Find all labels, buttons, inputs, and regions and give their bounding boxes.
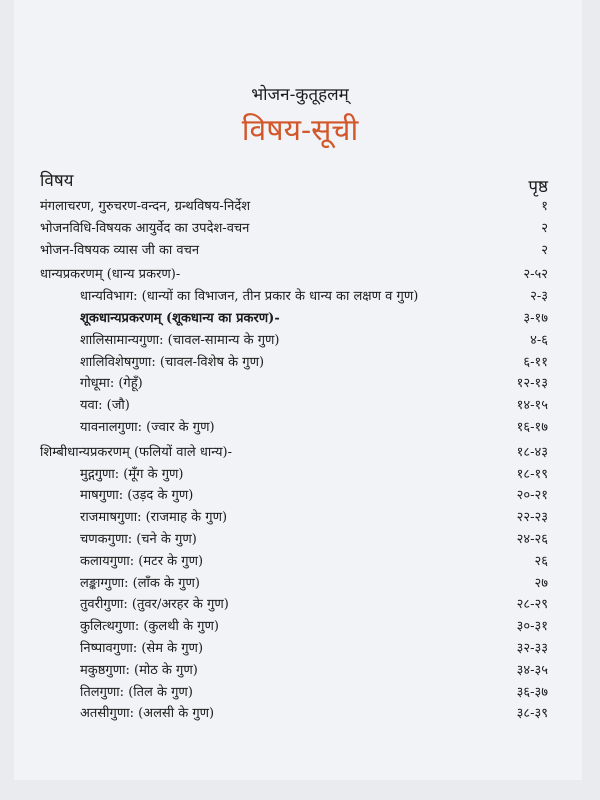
toc-entry-page: ३६-३७ [516,684,548,700]
contents-list [40,196,548,725]
book-title: भोजन-कुतूहलम् [251,85,349,105]
toc-entry [40,594,548,616]
toc-entry [40,529,548,551]
toc-entry-page: २२-२३ [516,510,548,526]
toc-entry-label: चणकगुणा: (चने के गुण) [80,531,197,547]
toc-entry-label: कलायगुणा: (मटर के गुण) [80,553,204,569]
toc-entry-label: लङ्काग्गुणा: (लाँक के गुण) [80,575,200,591]
page-column-header: पृष्ठ [528,177,548,197]
toc-entry-label: धान्यप्रकरणम् (धान्य प्रकरण)- [40,267,181,283]
topic-column-header: विषय [40,171,74,191]
toc-entry [40,395,548,417]
toc-entry-page: २८-२९ [516,597,548,613]
toc-entry-page: २-५२ [523,267,548,283]
toc-entry-page: १६-१७ [516,419,548,435]
toc-entry [40,264,548,286]
contents-heading: विषय-सूची [241,113,359,148]
toc-entry-page: ३२-३३ [516,640,548,656]
column-headers [40,168,548,197]
toc-entry-label: राजमाषगुणा: (राजमाह के गुण) [80,510,228,526]
toc-entry [40,373,548,395]
toc-entry-label: तुवरीगुणा: (तुवर/अरहर के गुण) [80,597,229,613]
toc-entry-label: शालिविशेषगुणा: (चावल-विशेष के गुण) [80,354,265,370]
toc-entry-page: ४-६ [530,332,548,348]
toc-entry [40,507,548,529]
toc-entry-label: गोधूमा: (गेहूँ) [80,376,143,392]
toc-entry-label: धान्यविभाग: (धान्यों का विभाजन, तीन प्रकार के धान्य का लक्षण व गुण) [80,289,419,305]
toc-entry [40,682,548,704]
toc-entry-page: १८-४३ [516,444,548,460]
toc-entry-label: तिलगुणा: (तिल के गुण) [80,684,193,700]
toc-entry [40,330,548,352]
toc-entry [40,196,548,218]
toc-entry-label: शालिसामान्यगुणा: (चावल-सामान्य के गुण) [80,332,280,348]
toc-entry-label: भोजनविधि-विषयक आयुर्वेद का उपदेश-वचन [40,220,250,236]
toc-entry [40,485,548,507]
toc-entry-page: २४-२६ [516,531,548,547]
toc-entry-page: २ [541,242,548,258]
toc-entry [40,573,548,595]
toc-entry-label: माषगुणा: (उड़द के गुण) [80,488,194,504]
toc-entry-page: ३०-३१ [516,619,548,635]
toc-entry-label: यावनालगुणा: (ज्वार के गुण) [80,419,215,435]
toc-entry [40,308,548,330]
toc-entry-label: यवा: (जौ) [80,398,130,414]
toc-entry-label: अतसीगुणा: (अलसी के गुण) [80,706,215,722]
toc-entry [40,703,548,725]
toc-entry-page: ३८-३९ [516,706,548,722]
toc-entry-page: १४-१५ [516,398,548,414]
toc-entry [40,218,548,240]
toc-entry [40,352,548,374]
toc-entry-page: २६ [534,553,548,569]
toc-entry [40,616,548,638]
toc-entry-page: ३-१७ [523,310,548,326]
toc-entry [40,286,548,308]
toc-entry [40,551,548,573]
toc-entry-label: कुलित्थगुणा: (कुलथी के गुण) [80,619,219,635]
toc-entry-page: २७ [534,575,548,591]
toc-entry-page: १ [541,199,548,214]
toc-entry-page: १८-१९ [516,466,548,482]
toc-entry-page: ३४-३५ [516,662,548,678]
toc-entry-label: भोजन-विषयक व्यास जी का वचन [40,242,200,258]
toc-entry-label: मुद्गगुणा: (मूँग के गुण) [80,466,184,482]
toc-entry-page: ६-११ [523,354,548,370]
toc-entry [40,442,548,464]
toc-entry-label: मकुष्ठगुणा: (मोठ के गुण) [80,662,198,678]
toc-entry [40,417,548,439]
toc-entry-page: २०-२१ [516,488,548,504]
toc-entry [40,638,548,660]
toc-entry-page: २-३ [530,289,548,305]
toc-entry-page: १२-१३ [516,376,548,392]
toc-entry [40,660,548,682]
toc-entry-label: निष्पावगुणा: (सेम के गुण) [80,640,204,656]
toc-entry-label: शिम्बीधान्यप्रकरणम् (फलियों वाले धान्य)- [40,444,233,460]
toc-entry [40,464,548,486]
toc-entry-label: मंगलाचरण, गुरुचरण-वन्दन, ग्रन्थविषय-निर्देश [40,199,251,214]
toc-entry-label: शूकधान्यप्रकरणम् (शूकधान्य का प्रकरण)- [80,310,280,326]
toc-entry-page: २ [541,220,548,236]
toc-entry [40,240,548,262]
